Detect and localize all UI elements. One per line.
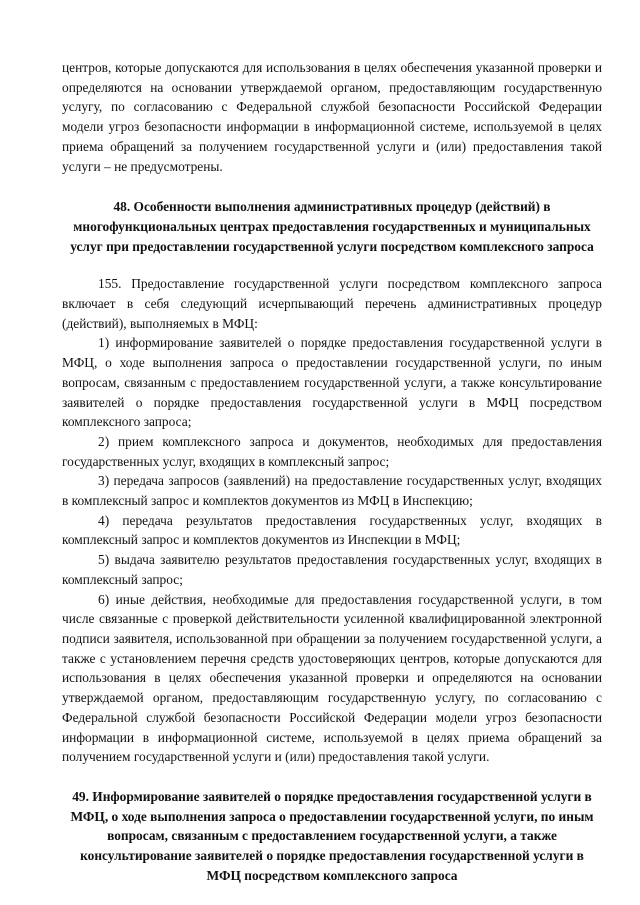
section-49-heading: 49. Информирование заявителей о порядке предоставления государственной услуги в МФЦ, о ходе выполнения запроса о предоставлении государственной услуги, по иным вопросам, связанным с предоставлением государственной услуги, а также консультирование заявителей о порядке предоставления государственной услуги в МФЦ посредством комплексного запроса	[70, 788, 594, 883]
list-item: 4) передача результатов предоставления государственных услуг, входящих в комплексный запрос и комплектов документов из Инспекции в МФЦ;	[62, 512, 602, 548]
list-item: 2) прием комплексного запроса и документов, необходимых для предоставления государственных услуг, входящих в комплексный запрос;	[62, 433, 602, 469]
section-48-heading: 48. Особенности выполнения административных процедур (действий) в многофункциональных центрах предоставления государственных и муниципальных услуг при предоставлении государственной услуги посредством комплексного запроса	[70, 199, 594, 254]
paragraph-155: 155. Предоставление государственной услуги посредством комплексного запроса включает в себя следующий исчерпывающий перечень административных процедур (действий), выполняемых в МФЦ:	[62, 276, 602, 331]
top-paragraph: центров, которые допускаются для использования в целях обеспечения указанной проверки и определяются на основании утверждаемой органом, предоставляющим государственную услугу, по согласованию с Федеральной службой безопасности Российской Федерации модели угроз безопасности информации в информационной системе, используемой в целях приема обращений за получением государственной услуги и (или) предоставления такой услуги – не предусмотрены.	[62, 60, 602, 174]
list-item: 6) иные действия, необходимые для предоставления государственной услуги, в том числе связанные с проверкой действительности усиленной квалифицированной электронной подписи заявителя, использованной при обращении за получением государственной услуги, а также с установлением перечня средств удостоверяющих центров, которые допускаются для использования в целях обеспечения указанной проверки и определяются на основании утверждаемой органом, предоставляющим государственную услугу, по согласованию с Федеральной службой безопасности Российской Федерации модели угроз безопасности информации в информационной системе, используемой в целях приема обращений за получением государственной услуги и (или) предоставления такой услуги.	[62, 591, 602, 765]
list-item: 1) информирование заявителей о порядке предоставления государственной услуги в МФЦ, о ходе выполнения запроса о предоставлении государственной услуги, по иным вопросам, связанным с предоставлением государственной услуги, а также консультирование заявителей о порядке предоставления государственной услуги в МФЦ посредством комплексного запроса;	[62, 335, 602, 430]
list-item: 5) выдача заявителю результатов предоставления государственных услуг, входящих в комплексный запрос;	[62, 552, 602, 587]
list-item: 3) передача запросов (заявлений) на предоставление государственных услуг, входящих в комплексный запрос и комплектов документов из МФЦ в Инспекцию;	[62, 473, 602, 509]
document-page	[62, 58, 602, 885]
